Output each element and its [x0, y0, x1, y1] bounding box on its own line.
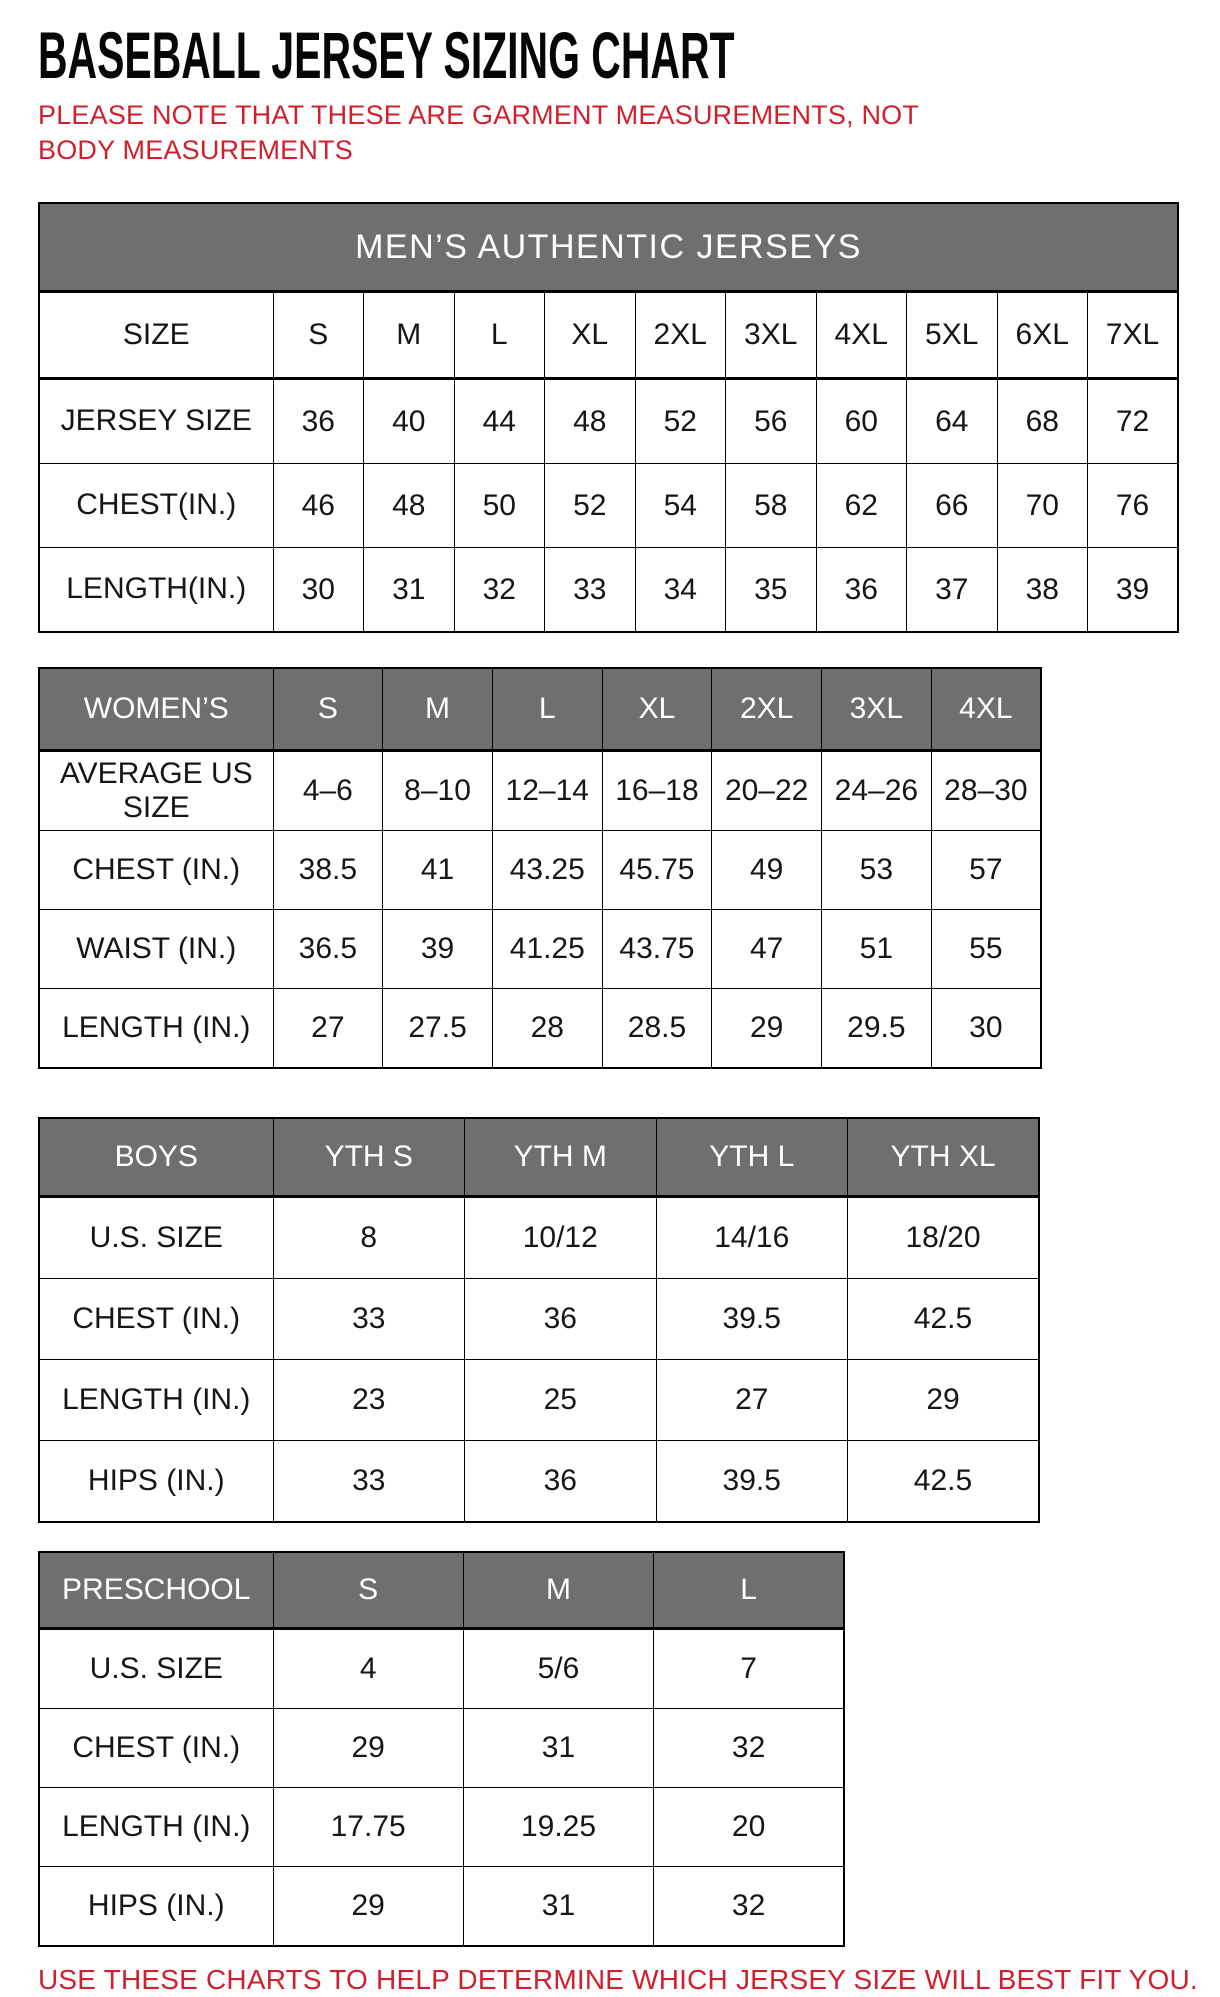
size-value-cell: 44 — [454, 379, 545, 464]
size-value-cell: 32 — [654, 1867, 844, 1947]
size-value-cell: 55 — [931, 910, 1041, 989]
row-label: WAIST (IN.) — [39, 910, 273, 989]
size-value-cell: 31 — [463, 1709, 653, 1788]
size-value-cell: 10/12 — [465, 1197, 657, 1279]
column-header: M — [383, 668, 493, 751]
preschool-table-container — [38, 1551, 1190, 1947]
size-value-cell: 20 — [654, 1788, 844, 1867]
table-row — [39, 1709, 844, 1788]
column-header: 2XL — [635, 292, 726, 379]
size-value-cell: 29 — [273, 1867, 463, 1947]
row-label: LENGTH (IN.) — [39, 989, 273, 1069]
size-value-cell: 31 — [463, 1867, 653, 1947]
size-value-cell: 24–26 — [822, 751, 932, 831]
size-value-cell: 42.5 — [848, 1441, 1040, 1523]
size-value-cell: 76 — [1088, 464, 1179, 548]
size-value-cell: 32 — [454, 548, 545, 633]
table-row — [39, 831, 1041, 910]
mens-table-container — [38, 202, 1190, 633]
column-header: YTH XL — [848, 1118, 1040, 1197]
column-header-row — [39, 668, 1041, 751]
column-header-row — [39, 1118, 1039, 1197]
corner-header: PRESCHOOL — [39, 1552, 273, 1629]
row-label: LENGTH(IN.) — [39, 548, 273, 633]
column-header: 6XL — [997, 292, 1088, 379]
size-value-cell: 66 — [907, 464, 998, 548]
size-value-cell: 39.5 — [656, 1279, 848, 1360]
row-label: LENGTH (IN.) — [39, 1360, 273, 1441]
column-header: YTH M — [465, 1118, 657, 1197]
corner-header: BOYS — [39, 1118, 273, 1197]
column-header: 4XL — [816, 292, 907, 379]
row-label: U.S. SIZE — [39, 1197, 273, 1279]
size-value-cell: 33 — [273, 1441, 465, 1523]
boys-table-container — [38, 1117, 1190, 1523]
size-value-cell: 38.5 — [273, 831, 383, 910]
size-value-cell: 39 — [383, 910, 493, 989]
size-value-cell: 43.75 — [602, 910, 712, 989]
column-header: S — [273, 668, 383, 751]
column-header: 5XL — [907, 292, 998, 379]
size-value-cell: 27.5 — [383, 989, 493, 1069]
size-value-cell: 52 — [545, 464, 636, 548]
table-row — [39, 1629, 844, 1709]
size-value-cell: 28.5 — [602, 989, 712, 1069]
size-value-cell: 8–10 — [383, 751, 493, 831]
row-label: CHEST(IN.) — [39, 464, 273, 548]
size-value-cell: 28 — [492, 989, 602, 1069]
size-value-cell: 27 — [273, 989, 383, 1069]
table-row — [39, 1197, 1039, 1279]
size-value-cell: 50 — [454, 464, 545, 548]
size-value-cell: 33 — [273, 1279, 465, 1360]
table-row — [39, 1441, 1039, 1523]
column-header: L — [654, 1552, 844, 1629]
size-value-cell: 49 — [712, 831, 822, 910]
size-value-cell: 38 — [997, 548, 1088, 633]
size-value-cell: 58 — [726, 464, 817, 548]
size-value-cell: 68 — [997, 379, 1088, 464]
size-value-cell: 29 — [848, 1360, 1040, 1441]
size-value-cell: 40 — [364, 379, 455, 464]
size-value-cell: 52 — [635, 379, 726, 464]
size-value-cell: 27 — [656, 1360, 848, 1441]
size-value-cell: 7 — [654, 1629, 844, 1709]
mens-sizing-table — [38, 202, 1179, 633]
size-value-cell: 36 — [465, 1279, 657, 1360]
size-value-cell: 51 — [822, 910, 932, 989]
table-banner-row — [39, 203, 1178, 292]
size-value-cell: 36 — [465, 1441, 657, 1523]
table-row — [39, 464, 1178, 548]
size-value-cell: 29 — [273, 1709, 463, 1788]
size-value-cell: 45.75 — [602, 831, 712, 910]
page-title: BASEBALL JERSEY SIZING CHART — [38, 18, 735, 92]
size-value-cell: 4–6 — [273, 751, 383, 831]
table-row — [39, 1279, 1039, 1360]
size-value-cell: 35 — [726, 548, 817, 633]
size-value-cell: 29 — [712, 989, 822, 1069]
column-header: YTH S — [273, 1118, 465, 1197]
column-header: L — [492, 668, 602, 751]
size-value-cell: 32 — [654, 1709, 844, 1788]
size-value-cell: 33 — [545, 548, 636, 633]
column-header: 3XL — [822, 668, 932, 751]
column-header: 7XL — [1088, 292, 1179, 379]
size-value-cell: 12–14 — [492, 751, 602, 831]
garment-measurement-note: PLEASE NOTE THAT THESE ARE GARMENT MEASUREMENTS, NOT BODY MEASUREMENTS — [38, 100, 919, 166]
table-row — [39, 989, 1041, 1069]
size-value-cell: 19.25 — [463, 1788, 653, 1867]
table-row — [39, 379, 1178, 464]
row-label: U.S. SIZE — [39, 1629, 273, 1709]
size-value-cell: 18/20 — [848, 1197, 1040, 1279]
size-value-cell: 36 — [273, 379, 364, 464]
size-value-cell: 46 — [273, 464, 364, 548]
size-value-cell: 5/6 — [463, 1629, 653, 1709]
column-header: XL — [545, 292, 636, 379]
size-value-cell: 28–30 — [931, 751, 1041, 831]
size-value-cell: 62 — [816, 464, 907, 548]
size-value-cell: 37 — [907, 548, 998, 633]
column-header: M — [364, 292, 455, 379]
womens-table-container — [38, 667, 1190, 1069]
size-value-cell: 30 — [931, 989, 1041, 1069]
corner-header: WOMEN’S — [39, 668, 273, 751]
sizing-chart-page — [38, 18, 1198, 1997]
column-header: S — [273, 292, 364, 379]
size-value-cell: 34 — [635, 548, 726, 633]
size-value-cell: 53 — [822, 831, 932, 910]
row-label: CHEST (IN.) — [39, 1709, 273, 1788]
column-header: S — [273, 1552, 463, 1629]
size-value-cell: 4 — [273, 1629, 463, 1709]
column-header: YTH L — [656, 1118, 848, 1197]
size-value-cell: 43.25 — [492, 831, 602, 910]
table-row — [39, 910, 1041, 989]
size-value-cell: 70 — [997, 464, 1088, 548]
boys-sizing-table — [38, 1117, 1040, 1523]
size-value-cell: 8 — [273, 1197, 465, 1279]
size-value-cell: 42.5 — [848, 1279, 1040, 1360]
size-value-cell: 36.5 — [273, 910, 383, 989]
corner-header: SIZE — [39, 292, 273, 379]
row-label: CHEST (IN.) — [39, 831, 273, 910]
size-value-cell: 23 — [273, 1360, 465, 1441]
size-value-cell: 16–18 — [602, 751, 712, 831]
row-label: LENGTH (IN.) — [39, 1788, 273, 1867]
size-value-cell: 39 — [1088, 548, 1179, 633]
row-label: JERSEY SIZE — [39, 379, 273, 464]
column-header: L — [454, 292, 545, 379]
size-value-cell: 25 — [465, 1360, 657, 1441]
size-value-cell: 64 — [907, 379, 998, 464]
column-header: M — [463, 1552, 653, 1629]
table-banner: MEN’S AUTHENTIC JERSEYS — [39, 203, 1178, 292]
size-value-cell: 48 — [364, 464, 455, 548]
size-value-cell: 14/16 — [656, 1197, 848, 1279]
size-value-cell: 39.5 — [656, 1441, 848, 1523]
table-row — [39, 1788, 844, 1867]
size-value-cell: 31 — [364, 548, 455, 633]
size-value-cell: 20–22 — [712, 751, 822, 831]
table-row — [39, 751, 1041, 831]
size-value-cell: 17.75 — [273, 1788, 463, 1867]
size-value-cell: 41.25 — [492, 910, 602, 989]
row-label: HIPS (IN.) — [39, 1441, 273, 1523]
womens-sizing-table — [38, 667, 1042, 1069]
size-value-cell: 41 — [383, 831, 493, 910]
size-value-cell: 36 — [816, 548, 907, 633]
row-label: AVERAGE US SIZE — [39, 751, 273, 831]
size-value-cell: 48 — [545, 379, 636, 464]
size-value-cell: 47 — [712, 910, 822, 989]
row-label: HIPS (IN.) — [39, 1867, 273, 1947]
size-value-cell: 56 — [726, 379, 817, 464]
fit-help-note: USE THESE CHARTS TO HELP DETERMINE WHICH JERSEY SIZE WILL BEST FIT YOU. — [38, 1964, 1198, 1996]
size-value-cell: 72 — [1088, 379, 1179, 464]
table-row — [39, 1360, 1039, 1441]
table-row — [39, 548, 1178, 633]
size-value-cell: 60 — [816, 379, 907, 464]
table-row — [39, 1867, 844, 1947]
column-header: 2XL — [712, 668, 822, 751]
size-value-cell: 54 — [635, 464, 726, 548]
column-header: 4XL — [931, 668, 1041, 751]
size-value-cell: 29.5 — [822, 989, 932, 1069]
size-value-cell: 30 — [273, 548, 364, 633]
column-header-row — [39, 1552, 844, 1629]
size-value-cell: 57 — [931, 831, 1041, 910]
preschool-sizing-table — [38, 1551, 845, 1947]
column-header: 3XL — [726, 292, 817, 379]
column-header: XL — [602, 668, 712, 751]
column-header-row — [39, 292, 1178, 379]
row-label: CHEST (IN.) — [39, 1279, 273, 1360]
